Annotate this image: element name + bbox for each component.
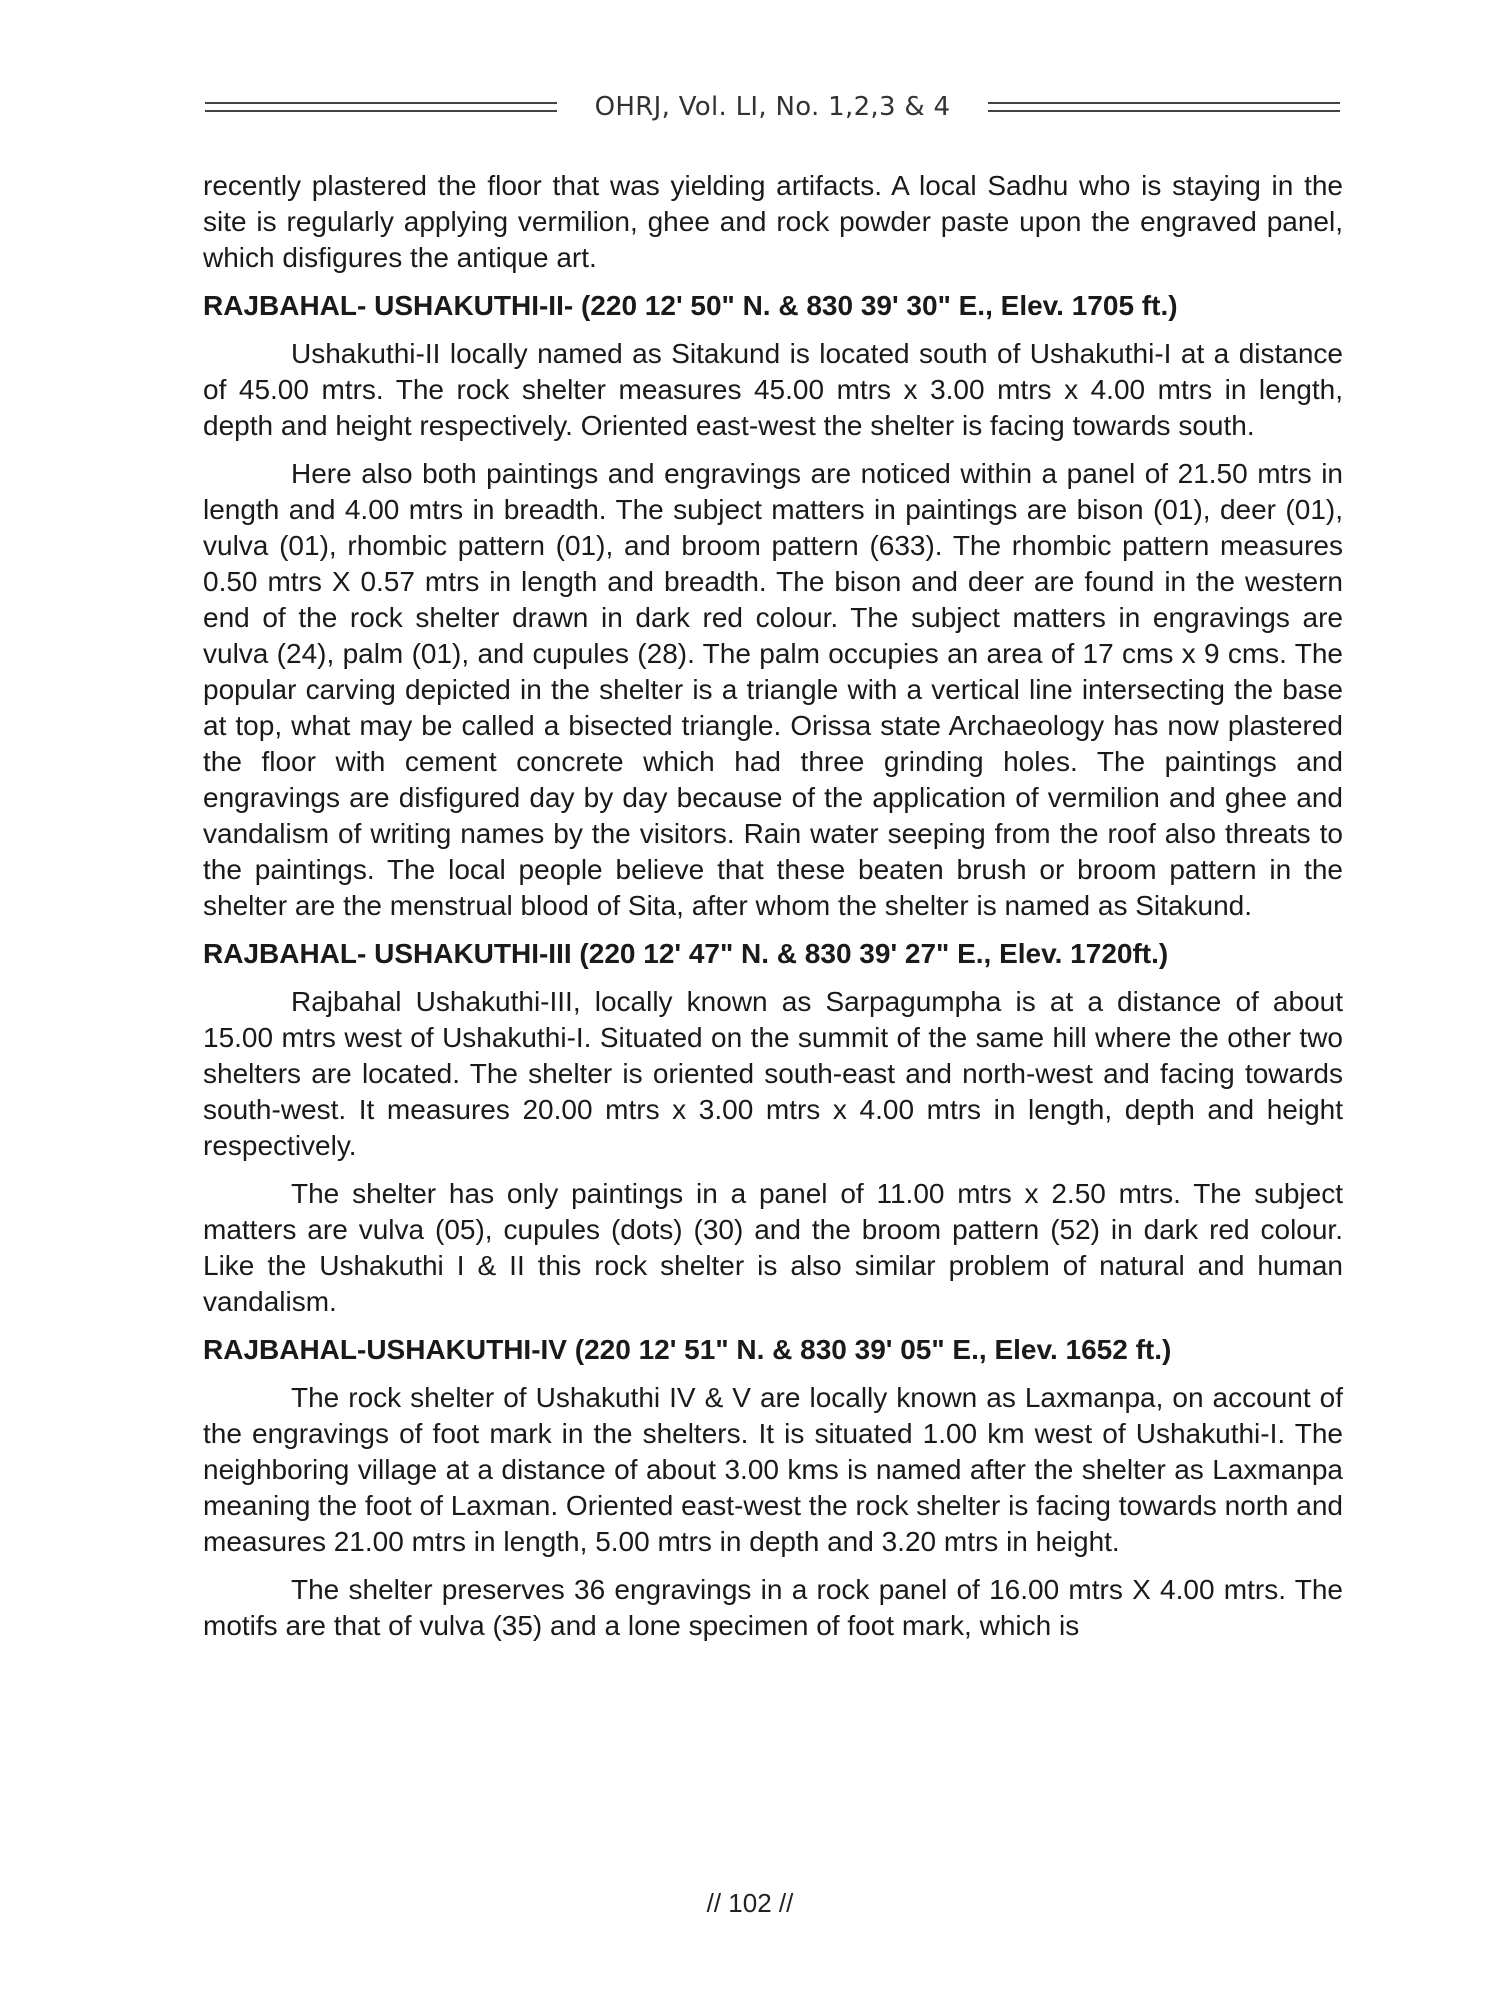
running-header [205, 90, 1340, 124]
body-paragraph: The shelter preserves 36 engravings in a rock panel of 16.00 mtrs X 4.00 mtrs. The motifs are that of vulva (35) and a lone specimen of foot mark, which is [203, 1574, 1343, 1641]
body-paragraph: The shelter has only paintings in a panel of 11.00 mtrs x 2.50 mtrs. The subject matters are vulva (05), cupules (dots) (30) and the broom pattern (52) in dark red colour. Like the Ushakuthi I & II this rock shelter is also similar problem of natural and human vandalism. [203, 1178, 1343, 1317]
intro-paragraph: recently plastered the floor that was yielding artifacts. A local Sadhu who is staying in the site is regularly applying vermilion, ghee and rock powder paste upon the engraved panel, which disfigures the antique art. [203, 170, 1343, 273]
body-paragraph: Ushakuthi-II locally named as Sitakund is located south of Ushakuthi-I at a distance of 45.00 mtrs. The rock shelter measures 45.00 mtrs x 3.00 mtrs x 4.00 mtrs in length, depth and height respectively. Oriented east-west the shelter is facing towards south. [203, 338, 1343, 441]
page-number: // 102 // [706, 1888, 794, 1918]
body-paragraph: Rajbahal Ushakuthi-III, locally known as Sarpagumpha is at a distance of about 15.00 mtrs west of Ushakuthi-I. Situated on the summit of the same hill where the other two shelters are located. The shelter is oriented south-east and north-west and facing towards south-west. It measures 20.00 mtrs x 3.00 mtrs x 4.00 mtrs in length, depth and height respectively. [203, 986, 1343, 1161]
page-body [203, 168, 1343, 1644]
section-ushakuthi-iii [203, 936, 1343, 1320]
body-paragraph: The rock shelter of Ushakuthi IV & V are locally known as Laxmanpa, on account of the engravings of foot mark in the shelters. It is situated 1.00 km west of Ushakuthi-I. The neighboring village at a distance of about 3.00 kms is named after the shelter as Laxmanpa meaning the foot of Laxman. Oriented east-west the rock shelter is facing towards north and measures 21.00 mtrs in length, 5.00 mtrs in depth and 3.20 mtrs in height. [203, 1382, 1343, 1557]
section-heading: RAJBAHAL-USHAKUTHI-IV (220 12' 51" N. & 830 39' 05" E., Elev. 1652 ft.) [203, 1334, 1172, 1365]
journal-title: OHRJ, Vol. LI, No. 1,2,3 & 4 [594, 92, 951, 122]
header-rule-left [205, 102, 557, 112]
section-heading: RAJBAHAL- USHAKUTHI-II- (220 12' 50" N. & 830 39' 30" E., Elev. 1705 ft.) [203, 290, 1178, 321]
body-paragraph: Here also both paintings and engravings are noticed within a panel of 21.50 mtrs in length and 4.00 mtrs in breadth. The subject matters in paintings are bison (01), deer (01), vulva (01), rhombic pattern (01), and broom pattern (633). The rhombic pattern measures 0.50 mtrs X 0.57 mtrs in length and breadth. The bison and deer are found in the western end of the rock shelter drawn in dark red colour. The subject matters in engravings are vulva (24), palm (01), and cupules (28). The palm occupies an area of 17 cms x 9 cms. The popular carving depicted in the shelter is a triangle with a vertical line intersecting the base at top, what may be called a bisected triangle. Orissa state Archaeology has now plastered the floor with cement concrete which had three grinding holes. The paintings and engravings are disfigured day by day because of the application of vermilion and ghee and vandalism of writing names by the visitors. Rain water seeping from the roof also threats to the paintings. The local people believe that these beaten brush or broom pattern in the shelter are the menstrual blood of Sita, after whom the shelter is named as Sitakund. [203, 458, 1343, 921]
section-ushakuthi-ii [203, 288, 1343, 924]
section-ushakuthi-iv [203, 1332, 1343, 1644]
section-heading: RAJBAHAL- USHAKUTHI-III (220 12' 47" N. & 830 39' 27" E., Elev. 1720ft.) [203, 938, 1169, 969]
header-rule-right [988, 102, 1340, 112]
